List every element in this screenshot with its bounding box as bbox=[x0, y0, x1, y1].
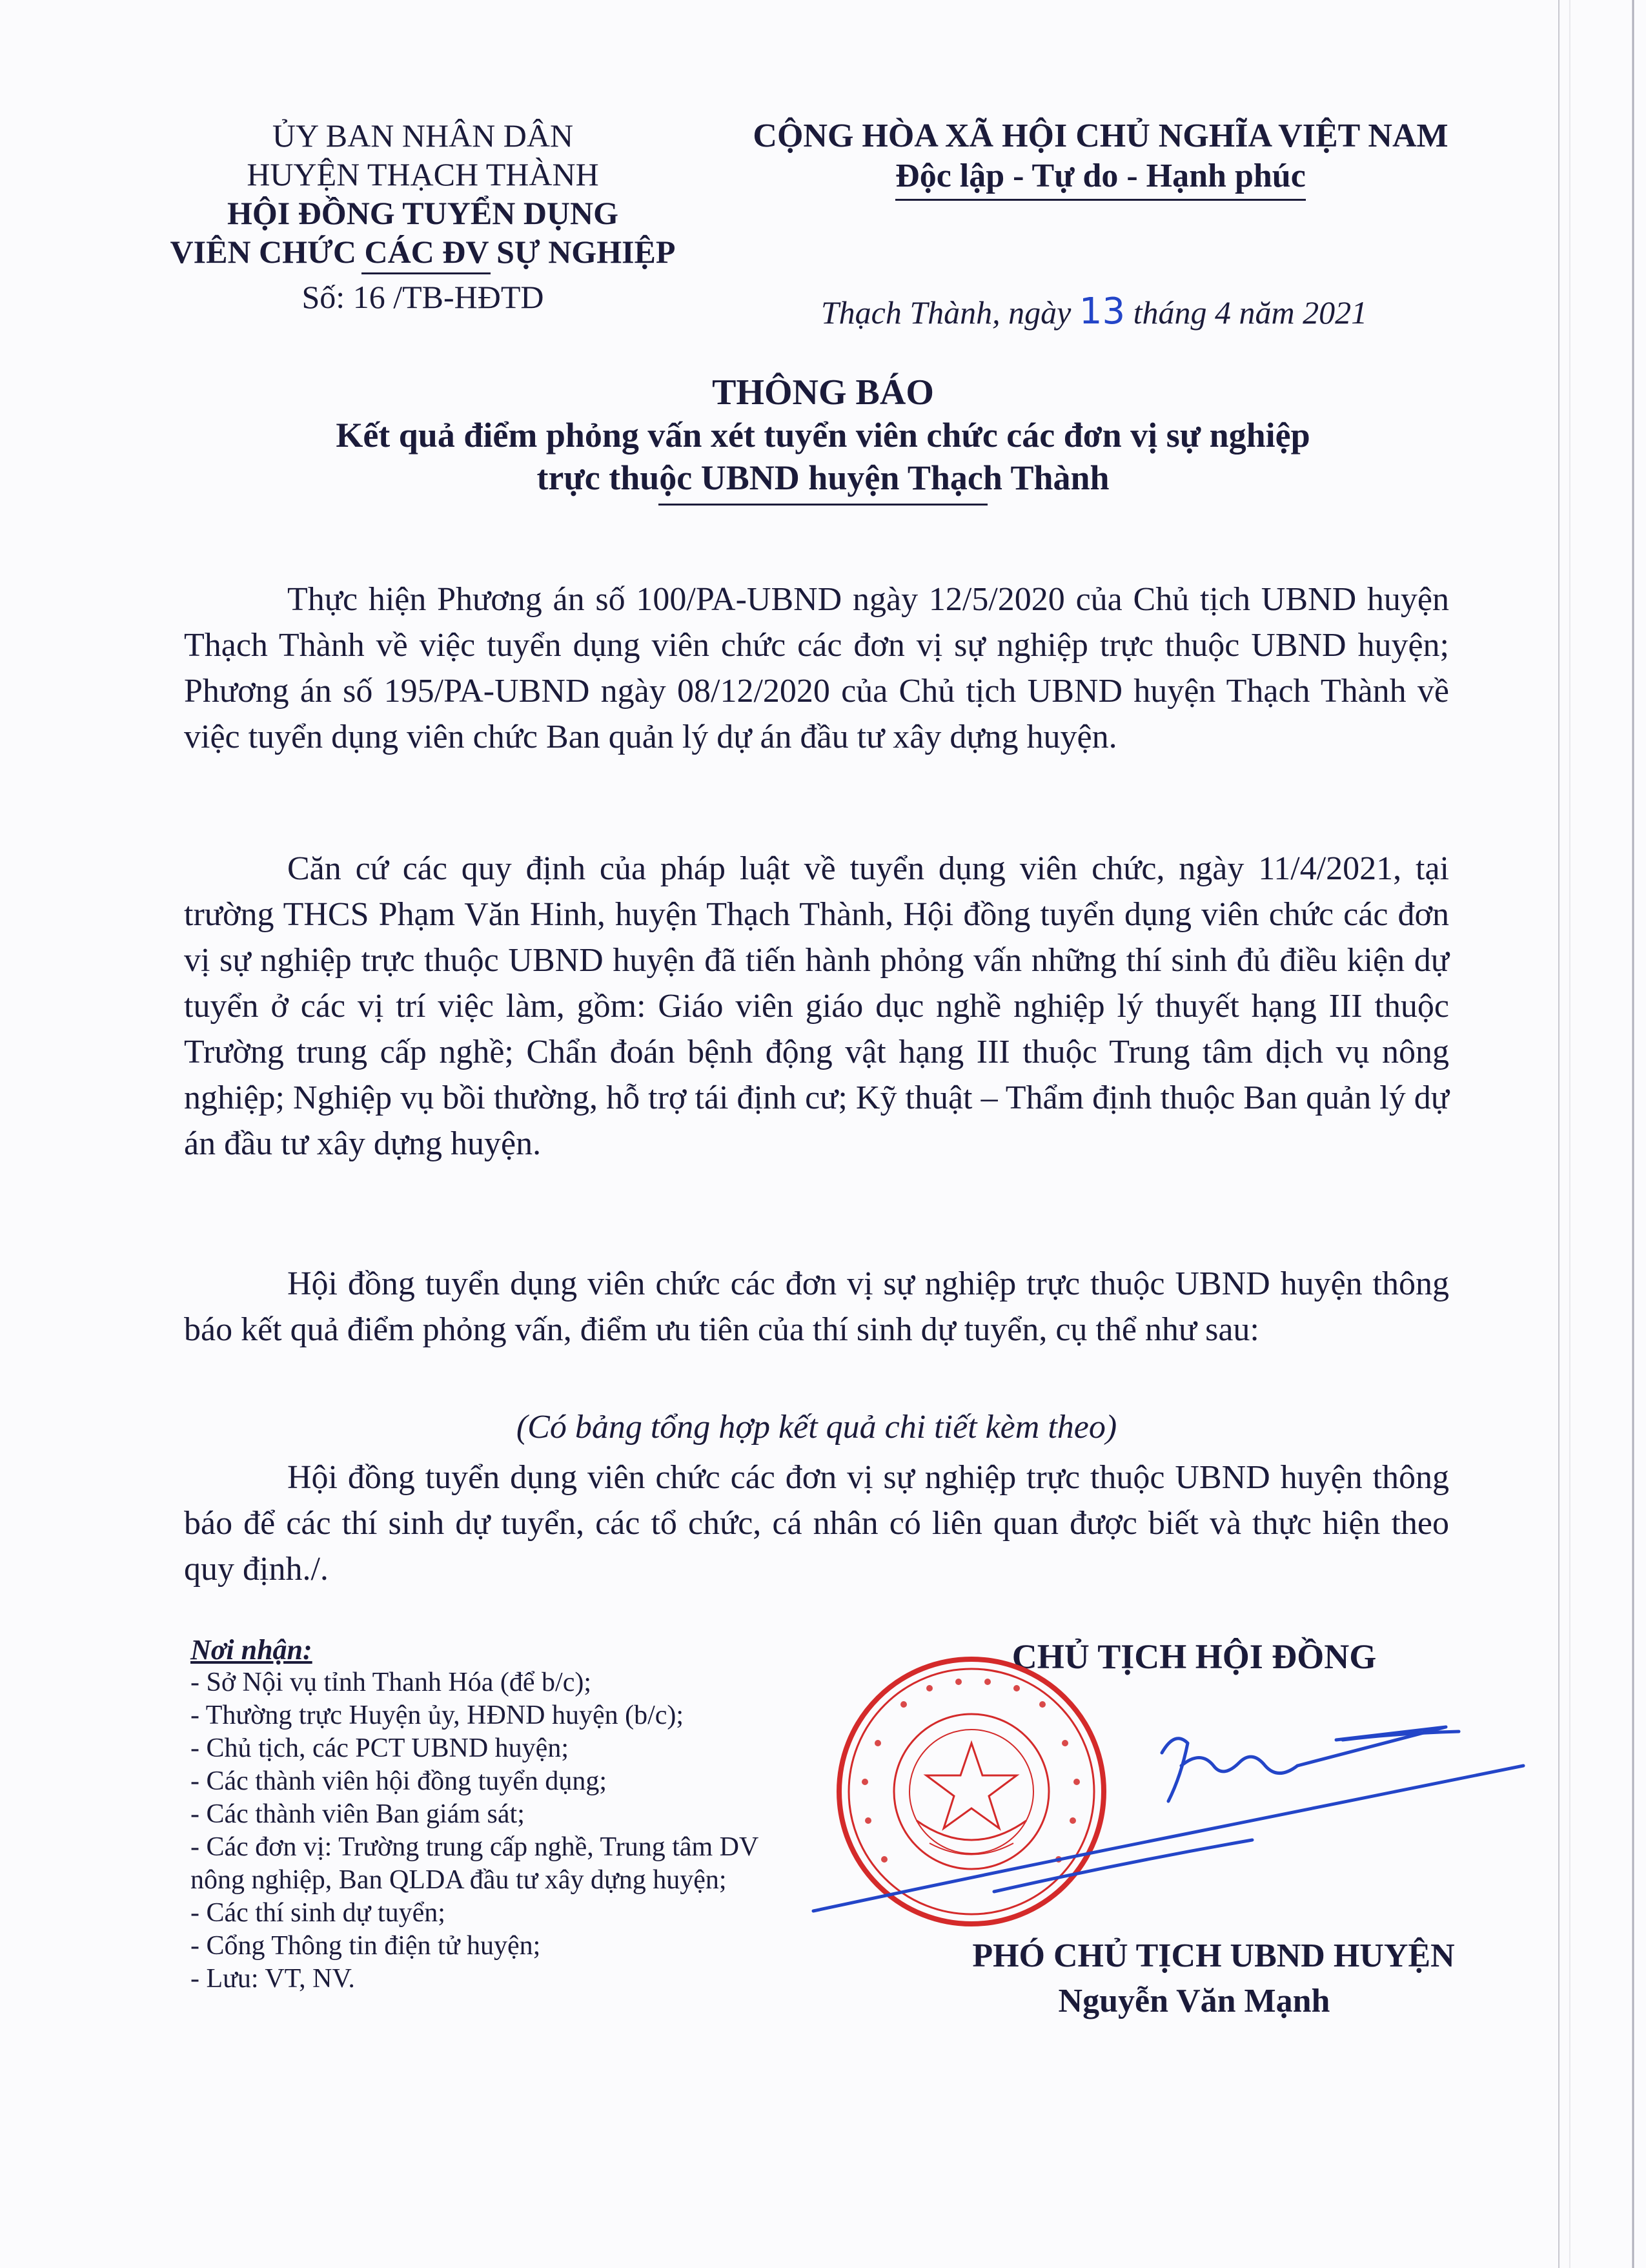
recipient-item: - Thường trực Huyện ủy, HĐND huyện (b/c); bbox=[190, 1701, 684, 1730]
document-number: Số: 16 /TB-HĐTD bbox=[301, 279, 544, 315]
body-paragraph-4: Hội đồng tuyển dụng viên chức các đơn vị sự nghiệp trực thuộc UBND huyện thông báo để các thí sinh dự tuyển, các tổ chức, cá nhân có liên quan được biết và thực hiện theo quy định./. bbox=[184, 1459, 1449, 1588]
recipient-item: - Các thí sinh dự tuyển; bbox=[190, 1898, 445, 1928]
agency-divider bbox=[361, 272, 491, 274]
title-underline bbox=[658, 504, 988, 506]
agency-line-1: ỦY BAN NHÂN DÂN bbox=[272, 117, 574, 154]
issuing-agency-block bbox=[123, 116, 723, 316]
country-name: CỘNG HÒA XÃ HỘI CHỦ NGHĨA VIỆT NAM bbox=[753, 117, 1448, 154]
date-prefix: Thạch Thành, ngày bbox=[820, 294, 1072, 331]
notice-subtitle-line-2: trực thuộc UBND huyện Thạch Thành bbox=[536, 458, 1110, 497]
recipient-item: - Các thành viên Ban giám sát; bbox=[190, 1799, 525, 1829]
attachment-note: (Có bảng tổng hợp kết quả chi tiết kèm theo) bbox=[516, 1409, 1117, 1446]
signatory-position: PHÓ CHỦ TỊCH UBND HUYỆN bbox=[972, 1937, 1455, 1974]
date-suffix: tháng 4 năm 2021 bbox=[1133, 294, 1368, 331]
body-paragraph-1: Thực hiện Phương án số 100/PA-UBND ngày 12/5/2020 của Chủ tịch UBND huyện Thạch Thành về việc tuyển dụng viên chức các đơn vị sự nghiệp trực thuộc UBND huyện; Phương án số 195/PA-UBND ngày 08/12/2020 của Chủ tịch UBND huyện Thạch Thành về việc tuyển dụng viên chức Ban quản lý dự án đầu tư xây dựng huyện. bbox=[184, 581, 1449, 755]
agency-line-2: HUYỆN THẠCH THÀNH bbox=[247, 156, 599, 192]
signature-title: CHỦ TỊCH HỘI ĐỒNG bbox=[1011, 1637, 1377, 1676]
national-header-block bbox=[723, 116, 1478, 201]
recipient-item: - Các đơn vị: Trường trung cấp nghề, Trung tâm DV nông nghiệp, Ban QLDA đầu tư xây dựng huyện; bbox=[190, 1832, 758, 1895]
issue-date bbox=[755, 291, 1433, 332]
recipient-item: - Lưu: VT, NV. bbox=[190, 1964, 355, 1994]
body-paragraph-2: Căn cứ các quy định của pháp luật về tuyển dụng viên chức, ngày 11/4/2021, tại trường THCS Phạm Văn Hinh, huyện Thạch Thành, Hội đồng tuyển dụng viên chức các đơn vị sự nghiệp trực thuộc UBND huyện đã tiến hành phỏng vấn những thí sinh đủ điều kiện dự tuyển ở các vị trí việc làm, gồm: Giáo viên giáo dục nghề nghiệp lý thuyết hạng III thuộc Trường trung cấp nghề; Chẩn đoán bệnh động vật hạng III thuộc Trung tâm dịch vụ nông nghiệp; Nghiệp vụ bồi thường, hỗ trợ tái định cư; Kỹ thuật – Thẩm định thuộc Ban quản lý dự án đầu tư xây dựng huyện. bbox=[184, 850, 1449, 1162]
recipients-title: Nơi nhận: bbox=[190, 1634, 312, 1666]
recipient-item: - Sở Nội vụ tỉnh Thanh Hóa (để b/c); bbox=[190, 1668, 591, 1697]
recipient-item: - Các thành viên hội đồng tuyển dụng; bbox=[190, 1766, 607, 1796]
recipient-item: - Chủ tịch, các PCT UBND huyện; bbox=[190, 1733, 569, 1763]
signatory-name: Nguyễn Văn Mạnh bbox=[1058, 1983, 1330, 2019]
agency-line-4: VIÊN CHỨC CÁC ĐV SỰ NGHIỆP bbox=[170, 234, 676, 270]
notice-subtitle-line-1: Kết quả điểm phỏng vấn xét tuyển viên chức các đơn vị sự nghiệp bbox=[336, 416, 1310, 455]
notice-heading: THÔNG BÁO bbox=[712, 373, 934, 413]
agency-line-3: HỘI ĐỒNG TUYỂN DỤNG bbox=[227, 195, 619, 231]
handwritten-signature-icon bbox=[800, 1704, 1536, 1917]
recipients-block bbox=[190, 1633, 804, 1996]
national-motto: Độc lập - Tự do - Hạnh phúc bbox=[895, 156, 1306, 201]
date-day-handwritten: 13 bbox=[1079, 291, 1126, 332]
notice-title-block bbox=[129, 371, 1517, 499]
body-paragraph-3: Hội đồng tuyển dụng viên chức các đơn vị sự nghiệp trực thuộc UBND huyện thông báo kết quả điểm phỏng vấn, điểm ưu tiên của thí sinh dự tuyển, cụ thể như sau: bbox=[184, 1265, 1449, 1348]
recipient-item: - Cổng Thông tin điện tử huyện; bbox=[190, 1931, 541, 1961]
